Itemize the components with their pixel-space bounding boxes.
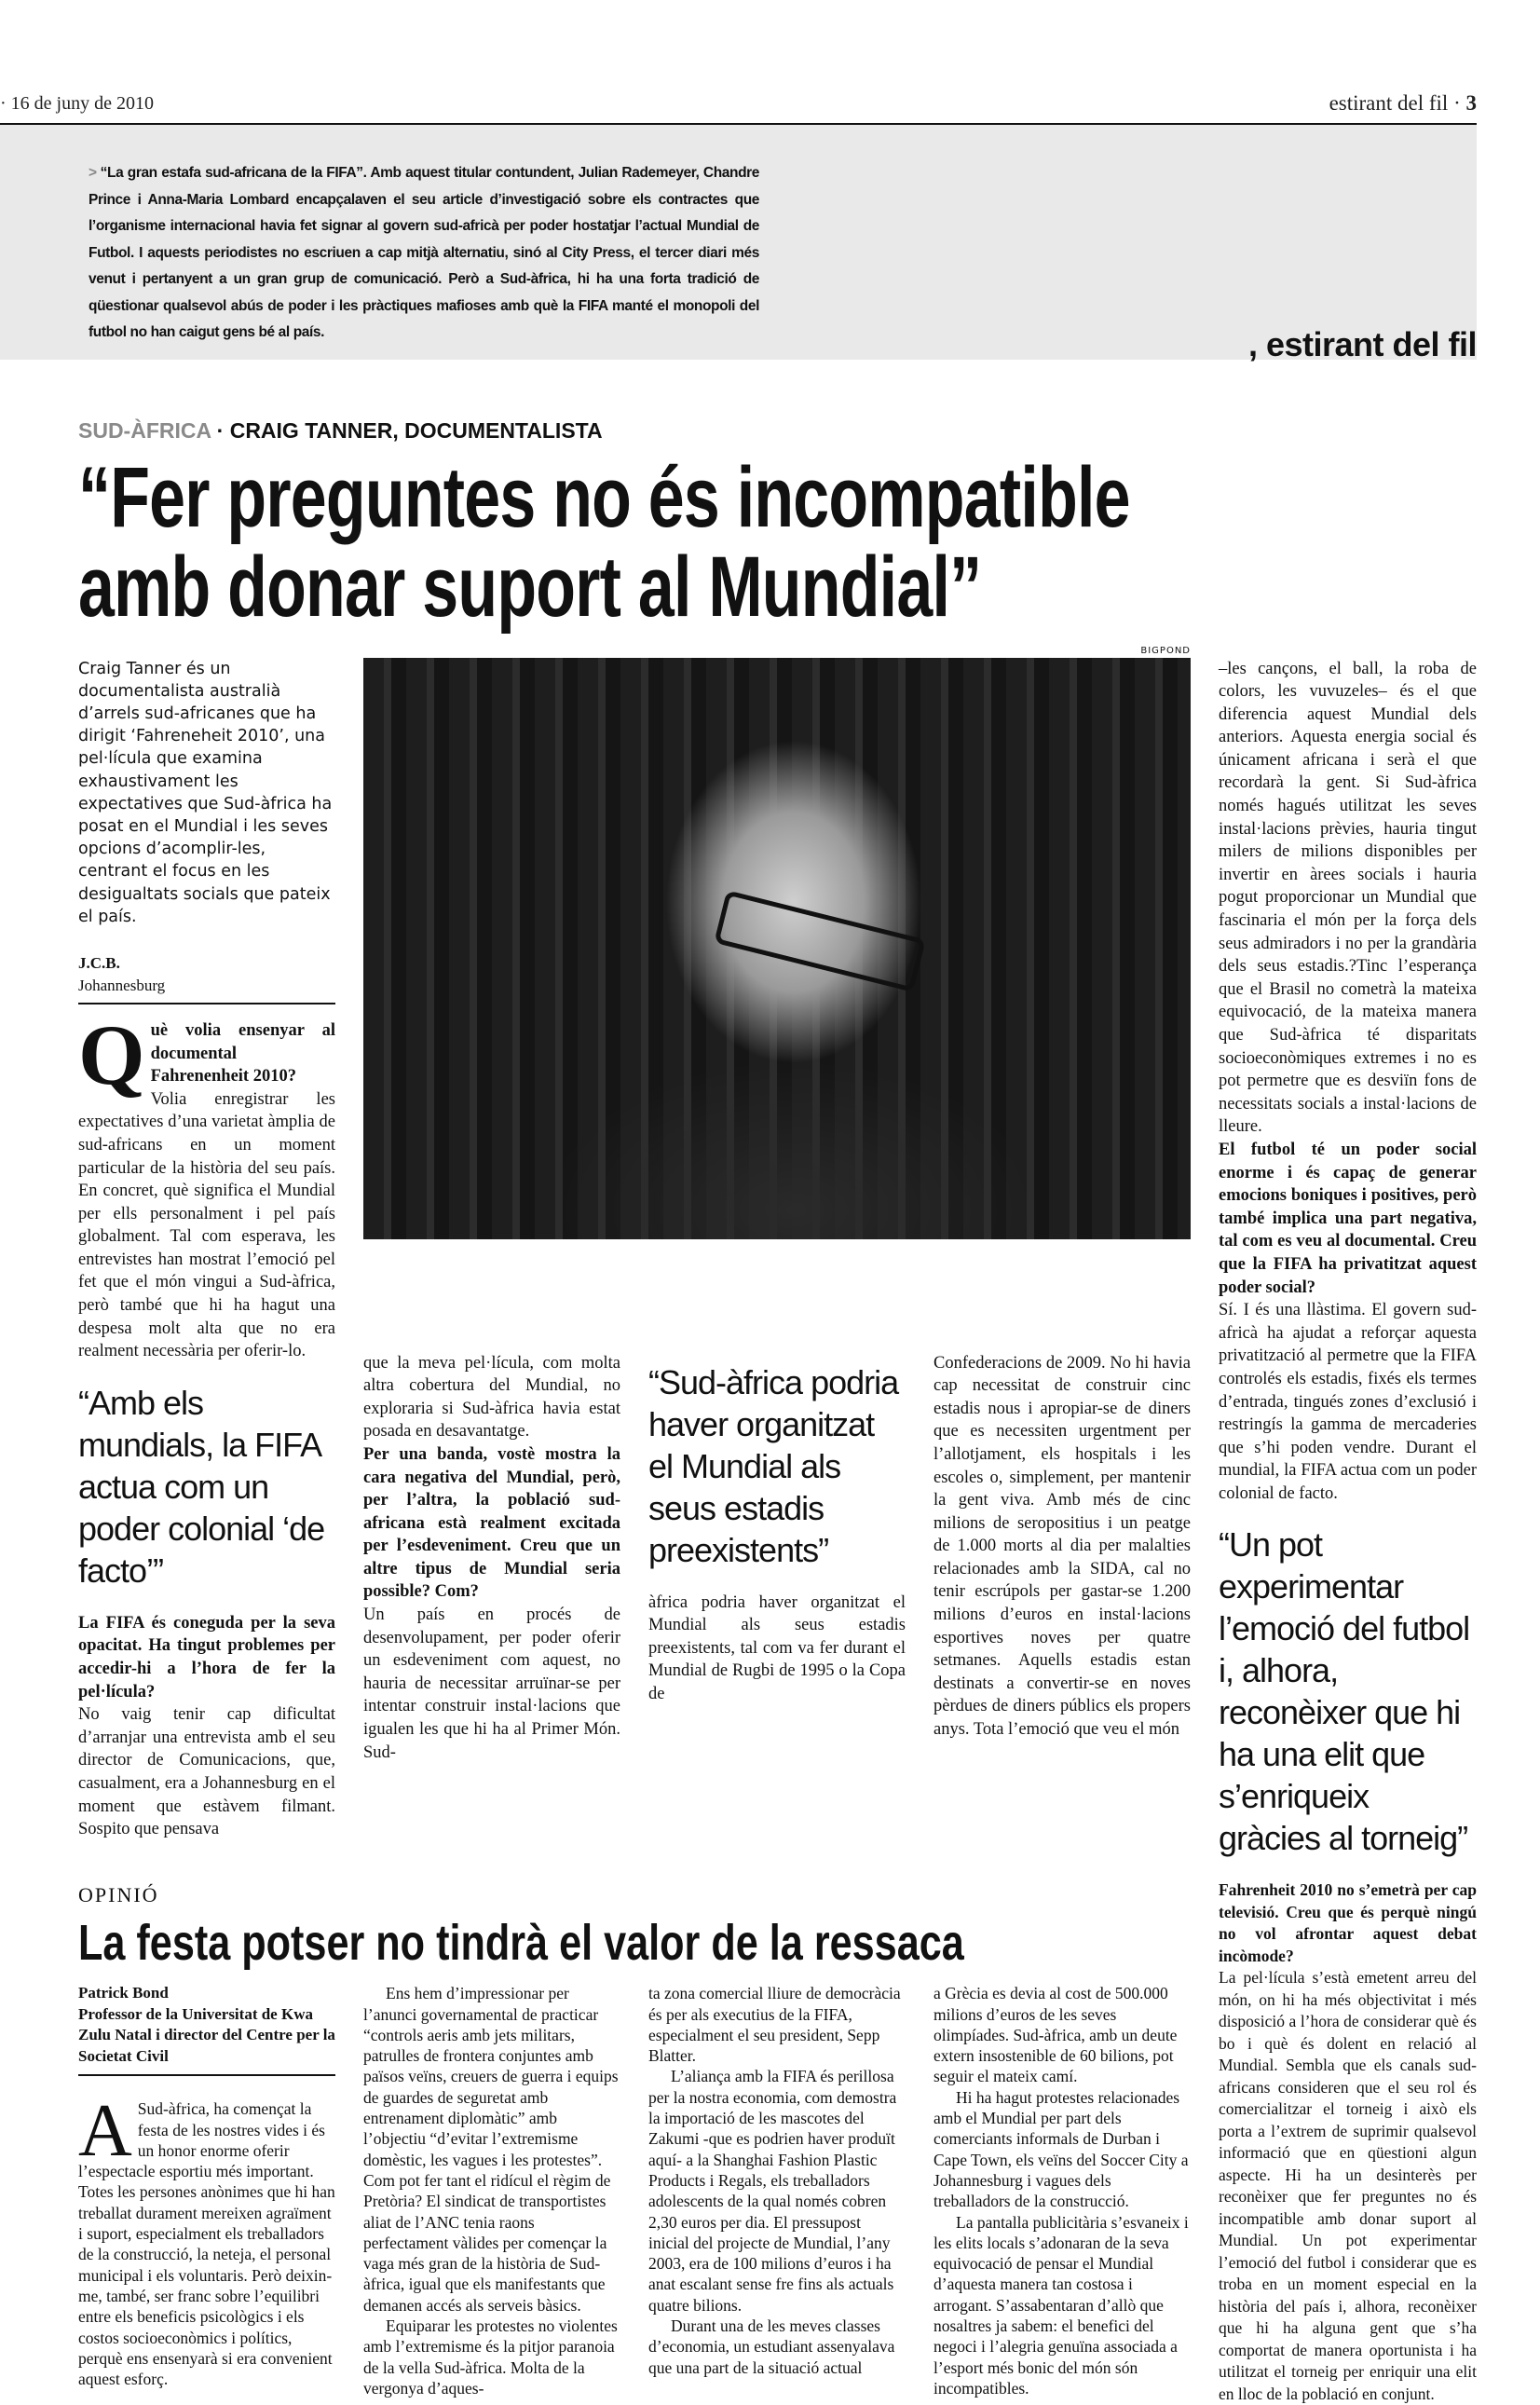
pull-quote: “Un pot experimentar l’emoció del futbol i, alhora, reconèixer que hi ha una elit que s’enriqueix gràcies al torneig” xyxy=(1219,1524,1477,1859)
question: Per una banda, vostè mostra la cara negativa del Mundial, però, per l’altra, la població sud-africana està realment excitada per l’esdeveniment. Creu que un altre tipus de Mundial seria possible? Com? xyxy=(363,1443,620,1604)
headline-line: amb donar suport al Mundial” xyxy=(78,542,1141,632)
answer: No vaig tenir cap dificultat d’arranjar una entrevista amb el seu director de Comunicacions, que, casualment, era a Johannesburg en el moment que estàvem filmant. Sospito que pensava xyxy=(78,1703,335,1841)
paragraph: Durant una de les meves classes d’economia, un estudiant assenyalava que una part de la situació actual xyxy=(648,2316,906,2378)
answer: –les cançons, el ball, la roba de colors, les vuvuzeles– és el que diferencia aquest Mundial dels anteriors. Aquesta energia social és únicament africana i serà el que recordarà la gent. Si Sud-àfrica només hagués utilitzat les seves instal·lacions prèvies, hauria tingut milers de milions disponibles per invertir en àrees socials i hauria pogut proporcionar un Mundial que fascinaria el món per la força dels seus admiradors i no per la grandària dels seus estadis.?Tinc l’esperança que el Brasil no cometrà la mateixa equivocació, de la mateixa manera que Sud-àfrica té disparitats socioeconòmiques extremes i no es pot permetre que es desviïn fons de necessitats socials a instal·lacions de lleure. xyxy=(1219,658,1477,1139)
interview-col-right xyxy=(1219,658,1477,2405)
paragraph: Equiparar les protestes no violentes amb l’extremisme és la pitjor paranoia de la vella Sud-àfrica. Molta de la vergonya d’aques- xyxy=(363,2316,620,2398)
interview-col-1 xyxy=(78,658,335,1841)
opinion-col-2 xyxy=(363,1983,620,2398)
article-grid xyxy=(78,658,1477,2405)
interview-col-3 xyxy=(363,1352,620,1765)
paragraph: a Grècia es devia al cost de 500.000 milions d’euros de les seves olimpíades. Sud-àfrica, amb un deute extern insostenible de 60 bilions, pot seguir el mateix camí. xyxy=(934,1983,1191,2086)
page-number: 3 xyxy=(1466,91,1478,115)
glasses-shape xyxy=(714,890,925,992)
pull-quote: “Sud-àfrica podria haver organitzat el Mundial als seus estadis preexistents” xyxy=(648,1361,906,1571)
answer: Confederacions de 2009. No hi havia cap necessitat de construir cinc estadis nous i apropiar-se de diners que es necessiten urgentment per l’allotjament, els hospitals i les escoles o, simplement, per mantenir la gent viva. Amb més de cinc milions de seropositius i un peatge de 1.000 morts al dia per malalties relacionades amb la SIDA, cal no tenir escrúpols per gastar-se 1.200 milions d’euros en instal·lacions esportives noves per quatre setmanes. Aquells estadis estan destinats a convertir-se en noves pèrdues de diners públics els propers anys. Tota l’emoció que veu el món xyxy=(934,1352,1191,1742)
opinion-byline xyxy=(78,1983,335,2076)
opinion-label: OPINIÓ xyxy=(78,1882,1191,1908)
headline xyxy=(78,453,1141,632)
paragraph: La pantalla publicitària s’esvaneix i les elits locals s’adonaran de la seva equivocació de pensar el Mundial d’aquesta manera tan costosa i arrogant. S’assabentaran d’allò que nosaltres ja sabem: el benefici del negoci i l’alegria genuïna associada a l’esport més bonic del món són incompatibles. xyxy=(934,2212,1191,2399)
opinion-col-1 xyxy=(78,1983,335,2389)
opinion-author-role: Professor de la Universitat de Kwa Zulu Natal i director del Centre per la Societat Civil xyxy=(78,2004,335,2068)
byline-author: J.C.B. xyxy=(78,954,120,972)
opinion-section xyxy=(78,1882,1191,2398)
photo-craig-tanner xyxy=(363,658,1191,1239)
opinion-headline-wrap xyxy=(78,1914,1191,1975)
kicker-subject: CRAIG TANNER, DOCUMENTALISTA xyxy=(230,418,603,443)
interview-col-right-top xyxy=(1219,658,1477,1506)
paragraph: L’aliança amb la FIFA és perillosa per la nostra economia, com demostra la importació de les mascotes del Zakumi -que es podrien haver produït aquí- a la Shanghai Fashion Plastic Products i Regals, els treballadors adolescents de la qual només cobren 2,30 euros per dia. El pressupost inicial del projecte de Mundial, l’any 2003, era de 100 milions d’euros i ha anat escalant sense fre fins als actuals quatre bilions. xyxy=(648,2066,906,2316)
arrow-icon: > xyxy=(89,165,97,181)
byline xyxy=(78,952,335,1004)
question: La FIFA és coneguda per la seva opacitat. Ha tingut problemes per accedir-hi a l’hora de fer la pel·lícula? xyxy=(78,1612,335,1703)
intro-text: Craig Tanner és un documentalista australià d’arrels sud-africanes que ha dirigit ‘Fahreneheit 2010’, una pel·lícula que examina exhaustivament les expectatives que Sud-àfrica ha posat en el Mundial i les seves opcions d’acomplir-les, centrant el focus en les desigualtats socials que pateix el país. xyxy=(78,658,335,928)
opinion-author: Patrick Bond xyxy=(78,1983,335,2004)
interview-col-5 xyxy=(934,1352,1191,1742)
page-section-header: estirant del fil · 3 xyxy=(1329,91,1477,116)
lead-box xyxy=(0,125,1477,360)
opinion-col-1-text xyxy=(78,2098,335,2389)
paragraph: ta zona comercial lliure de democràcia és per als executius de la FIFA, especialment el seu president, Sepp Blatter. xyxy=(648,1983,906,2066)
headline-wrap xyxy=(78,453,1477,639)
paragraph: Hi ha hagut protestes relacionades amb el Mundial per part dels comerciants informals de Durban i Cape Town, els veïns del Soccer City a Johannesburg i vagues dels treballadors de la construcció. xyxy=(934,2087,1191,2212)
section-name: estirant del fil xyxy=(1329,91,1449,115)
kicker xyxy=(78,417,1540,444)
interview-col-4 xyxy=(648,1352,906,1706)
headline-line: “Fer preguntes no és incompatible xyxy=(78,453,1141,542)
interview-col-right-bottom xyxy=(1219,1879,1477,2405)
opinion-headline: La festa potser no tindrà el valor de la ressaca xyxy=(78,1914,968,1972)
answer: Volia enregistrar les expectatives d’una varietat àmplia de sud-africans en un moment particular de la història del seu país. En concret, què significa el Mundial per ells personalment i pel país globalment. Tal com esperava, les entrevistes han mostrat l’emoció pel fet que el món vingui a Sud-àfrica, però també que hi ha hagut una despesa molt alta que no era realment necessària per oferir-lo. xyxy=(78,1088,335,1363)
date-text: 16 de juny de 2010 xyxy=(11,93,154,114)
photo-credit: BIGPOND xyxy=(363,645,1191,658)
photo-block xyxy=(363,658,1191,1239)
page-date: · 16 de juny de 2010 xyxy=(0,93,154,115)
question: El futbol té un poder social enorme i és capaç de generar emocions boniques i positives, però també implica una part negativa, tal com es veu al documental. Creu que la FIFA ha privatitzat aquest poder social? xyxy=(1219,1139,1477,1299)
drop-cap: A xyxy=(78,2102,132,2160)
paragraph: Ens hem d’impressionar per l’anunci governamental de practicar “controls aeris amb jets militars, patrulles de frontera conjuntes amb països veïns, creuers de guerra i equips de guardes de seguretat amb entrenament diplomàtic” amb l’objectiu “d’evitar l’extremisme domèstic, les vagues i les protestes”. Com pot fer tant el ridícul el règim de Pretòria? El sindicat de transportistes aliat de l’ANC tenia raons perfectament vàlides per començar la vaga més gran de la història de Sud-àfrica, igual que els manifestants que demanen accés als serveis bàsics. xyxy=(363,1983,620,2316)
answer: Sí. I és una llàstima. El govern sud-africà ha ajudat a reforçar aquesta privatització al permetre que la FIFA controlés els estadis, fixés els termes d’entrada, tingués zones d’exclusió i restringís la gamma de mercaderies que s’hi poden vendre. Durant el mundial, la FIFA actua com un poder colonial de facto. xyxy=(1219,1299,1477,1505)
drop-cap: Q xyxy=(78,1021,145,1088)
answer: que la meva pel·lícula, com molta altra cobertura del Mundial, no exploraria si Sud-àfrica havia estat posada en desavantatge. xyxy=(363,1352,620,1443)
question: uè volia ensenyar al documental Fahrenenheit 2010? xyxy=(78,1019,335,1088)
interview-q1-block xyxy=(78,1019,335,1363)
paragraph: Sud-àfrica, ha començat la festa de les nostres vides i és un honor enorme oferir l’espectacle esportiu més important. Totes les persones anònimes que hi han treballat durament mereixen agraïment i suport, especialment els treballadors de la construcció, la neteja, el personal municipal i els voluntaris. Però deixin-me, també, ser franc sobre l’equilibri entre els beneficis psicològics i els costos socioeconòmics i polítics, perquè ens ensenyarà si era convenient aquest esforç. xyxy=(78,2098,335,2389)
answer: àfrica podria haver organitzat el Mundial als seus estadis preexistents, tal com va fer durant el Mundial de Rugbi de 1995 o la Copa de xyxy=(648,1592,906,1706)
byline-place: Johannesburg xyxy=(78,977,165,994)
interview-col-4-text xyxy=(648,1592,906,1706)
opinion-columns xyxy=(78,1983,1191,2398)
lead-text-block xyxy=(89,160,759,347)
answer: Un país en procés de desenvolupament, per poder oferir un esdeveniment com aquest, no hauria de necessitar arruïnar-se per intentar construir instal·lacions que igualen les que hi ha al Primer Món. Sud- xyxy=(363,1604,620,1764)
pull-quote: “Amb els mundials, la FIFA actua com un poder colonial ‘de facto’” xyxy=(78,1382,335,1592)
opinion-col-4 xyxy=(934,1983,1191,2398)
interview-q2-block xyxy=(78,1612,335,1841)
lead-text: “La gran estafa sud-africana de la FIFA”. Amb aquest titular contundent, Julian Rademeyer, Chandre Prince i Anna-Maria Lombard encapçalaven el seu article d’investigació sobre els contractes que l’organisme internacional havia fet signar al govern sud-africà per poder hostatjar l’actual Mundial de Futbol. I aquests periodistes no escriuen a cap mitjà alternatiu, sinó al City Press, el tercer diari més venut i pertanyent a un gran grup de comunicació. Però a Sud-àfrica, hi ha una forta tradició de qüestionar qualsevol abús de poder i les pràctiques mafioses amb què la FIFA manté el monopoli del futbol no han caigut gens bé al país. xyxy=(89,165,759,340)
kicker-region: SUD-ÀFRICA xyxy=(78,418,211,443)
page-header xyxy=(0,0,1540,125)
opinion-col-3 xyxy=(648,1983,906,2378)
section-title: , estirant del fil xyxy=(1248,326,1477,363)
kicker-separator: · xyxy=(211,418,229,443)
answer: La pel·lícula s’està emetent arreu del món, on hi ha més objectivitat i més disposició a l’hora de considerar què és bo i què és dolent en relació al Mundial. Sembla que els canals sud-africans consideren que el seu rol és comercialitzar el torneig i això els porta a l’extrem de suprimir qualsevol informació que en qüestioni algun aspecte. Hi ha un desinterès per reconèixer que fer preguntes no és incompatible amb donar suport al Mundial. Un pot experimentar l’emoció del futbol i considerar que es troba en un moment especial en la història del país i, alhora, reconèixer que hi ha alguna gent que s’ha comportat de manera oportunista i ha utilitzat el torneig per enriquir una elit en lloc de la població en conjunt. xyxy=(1219,1967,1477,2405)
question: Fahrenheit 2010 no s’emetrà per cap televisió. Creu que és perquè ningú no vol afrontar aquest debat incòmode? xyxy=(1219,1879,1477,1967)
